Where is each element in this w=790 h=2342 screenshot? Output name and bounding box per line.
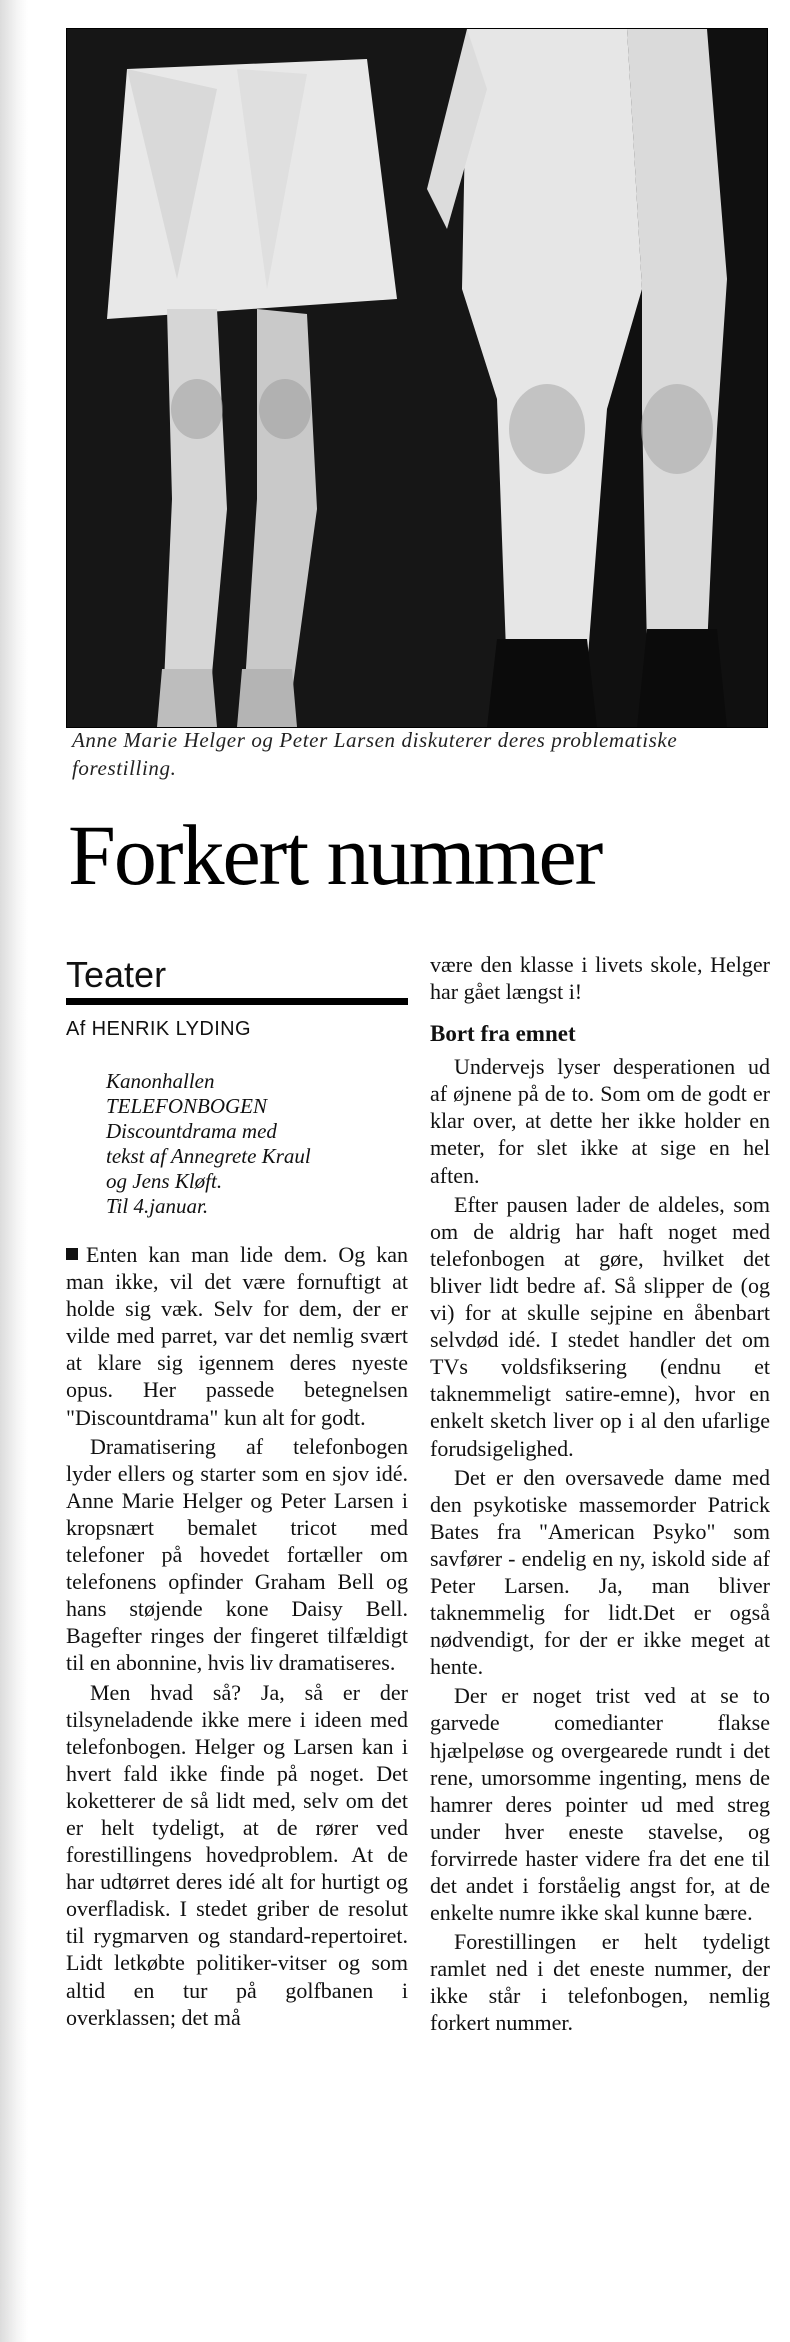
paragraph-1: Enten kan man lide dem. Og kan man ikke, vil det være fornuftigt at holde sig væk. Selv for dem, der er vilde med parret, var det nemlig svært at klare sig igennem deres nyeste opus. Her passede betegnelsen "Discountdrama" kun alt for godt. [66,1242,408,1430]
paragraph-3: Men hvad så? Ja, så er der tilsyneladende ikke mere i ideen med telefonbogen. Helger og Larsen kan i hvert fald ikke finde på noget. Det koketterer de så lidt med, selv om det er helt tydeligt, at de rører ved forestillingens hovedproblem. At de har udtørret deres idé alt for hurtigt og overfladisk. I stedet griber de resolut til rygmarven og standard-repertoiret. Lidt letkøbte politiker-vitser og som altid en tur på golfbanen i overklassen; det må [66,1679,408,2030]
info-title: TELEFONBOGEN [106,1094,268,1118]
info-run-until: Til 4.januar. [106,1194,209,1218]
paragraph-start-marker [66,1248,78,1260]
section-label: Teater [66,954,408,1005]
paragraph-5: Efter pausen lader de aldeles, som om de aldrig har haft noget med telefonbogen at gøre, hvilket det bliver lidt bedre af. Så slipper de (og vi) for at skulle sejpine en åbenbart selvdød idé. I stedet handler det om TVs voldsfiksering (endnu et taknemmeligt satire-emne), hvor en enkelt sketch liver op i al den ufarlige forudsigelighed. [430,1191,770,1461]
info-venue: Kanonhallen [106,1069,215,1093]
photo-caption: Anne Marie Helger og Peter Larsen diskuterer deres problematiske forestilling. [72,728,678,780]
paragraph-6: Det er den oversavede dame med den psykotiske massemorder Patrick Bates fra "American Psyko" som savfører - endelig en ny, iskold side af Peter Larsen. Ja, man bliver taknemmelig for lidt.Det er også nødvendigt, for der er ikke meget at hente. [430,1464,770,1680]
info-genre: Discountdrama med [106,1119,277,1143]
info-text-by: tekst af Annegrete Kraul [106,1144,311,1168]
scan-left-edge [0,0,28,2342]
article-photo [66,28,768,728]
paragraph-continued: være den klasse i livets skole, Helger har gået længst i! [430,952,770,1005]
paragraph-2: Dramatisering af telefonbogen lyder ellers og starter som en sjov idé. Anne Marie Helger og Peter Larsen i kropsnært bemalet tricot med telefoner på hovedet fortæller om telefonens opfinder Graham Bell og hans støjende kone Daisy Bell. Bagefter ringes der fingeret tilfældigt til en abonnine, hvis liv dramatiseres. [66,1433,408,1676]
article-headline: Forkert nummer [68,807,602,903]
paragraph-7: Der er noget trist ved at se to garvede comedianter flakse hjælpeløse og overgearede rundt i det rene, umorsomme ingenting, mens de hamrer deres pointer ud med streg under hver eneste stavelse, og forvirrede haster videre fra det ene til det andet i forståelig angst for, at de enkelte numre ikke skal kunne bære. [430,1683,770,1926]
left-column [66,954,408,2033]
right-column [430,951,770,2039]
info-authors: og Jens Kløft. [106,1169,223,1193]
paragraph-8: Forestillingen er helt tydeligt ramlet ned i det eneste nummer, der ikke står i telefonbogen, nemlig forkert nummer. [430,1929,770,2036]
performers-photo-illustration [67,29,767,727]
subheading: Bort fra emnet [430,1021,576,1047]
byline: Af HENRIK LYDING [66,1018,251,1040]
paragraph-4: Undervejs lyser desperationen ud af øjnene på de to. Som om de godt er klar over, at dette her ikke holder en meter, for slet ikke at sige en hel aften. [430,1054,770,1188]
production-info [106,1069,408,1219]
